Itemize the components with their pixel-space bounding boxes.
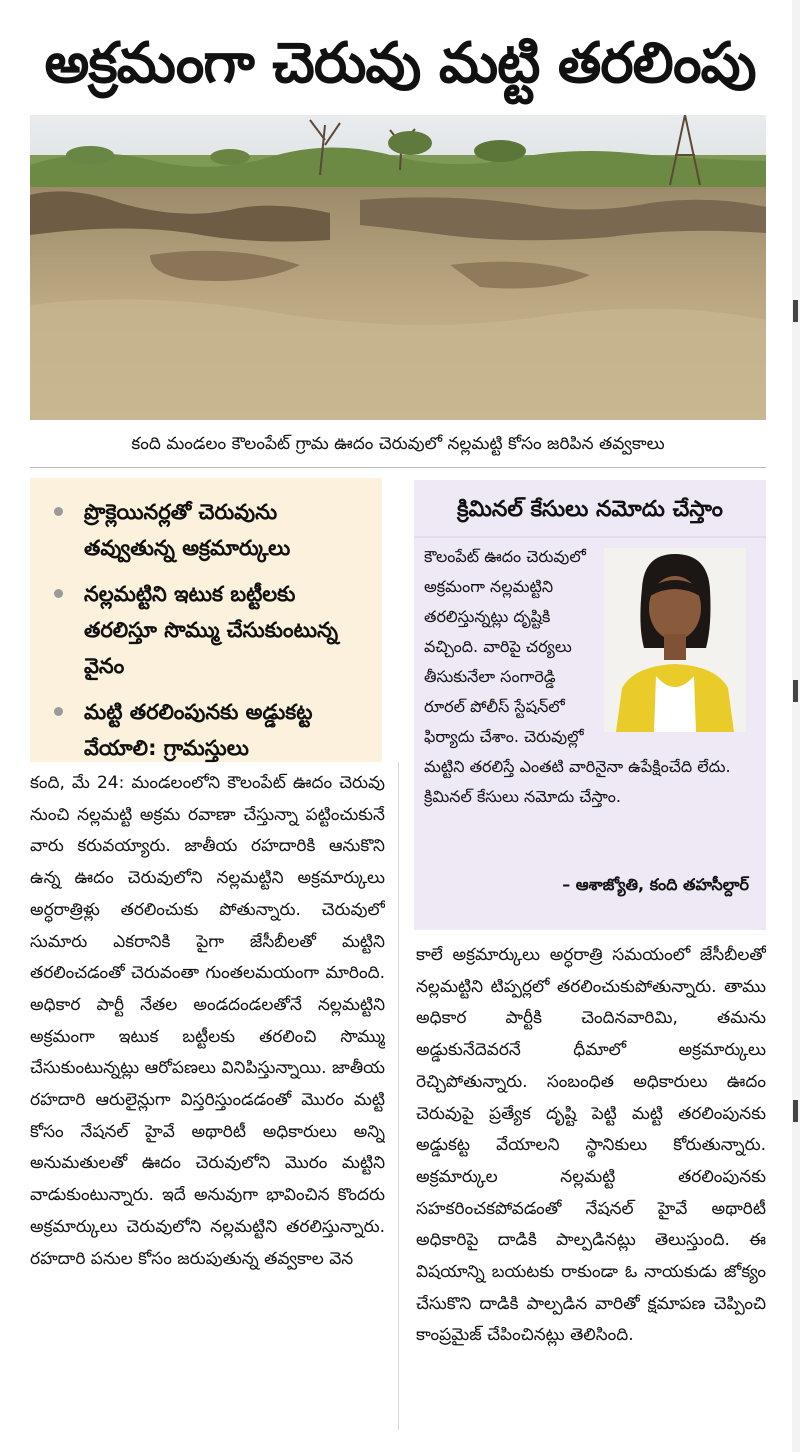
- quote-signature: – ఆశాజ్యోతి, కంది తహసీల్దార్: [562, 875, 749, 894]
- excavated-lake-bed-photo: [30, 115, 766, 420]
- official-quote-box: [414, 480, 766, 930]
- highlight-text: ప్రొక్లెయినర్లతో చెరువును తవ్వుతున్న అక్రమార్కులు: [84, 500, 291, 560]
- edge-mark: [793, 1100, 798, 1122]
- portrait-float-spacer: [601, 542, 759, 738]
- bullet-icon: [54, 507, 63, 516]
- highlight-text: మట్టి తరలింపునకు అడ్డుకట్ట వేయాలి: గ్రామస్తులు: [84, 700, 313, 760]
- caption-divider: [30, 467, 766, 468]
- column-divider: [398, 762, 399, 1430]
- edge-mark: [793, 300, 798, 322]
- photo-caption: కంది మండలం కౌలంపేట్ గ్రామ ఊదం చెరువులో నల్లమట్టి కోసం జరిపిన తవ్వకాలు: [131, 434, 665, 454]
- bullet-icon: [54, 707, 63, 716]
- highlight-text: నల్లమట్టిని ఇటుక బట్టీలకు తరలిస్తూ సొమ్ము చేసుకుంటున్న వైనం: [84, 582, 339, 678]
- quote-title: క్రిమినల్ కేసులు నమోదు చేస్తాం: [457, 497, 723, 522]
- highlight-item: [48, 694, 368, 766]
- quote-text: కౌలంపేట్ ఊదం చెరువులో అక్రమంగా నల్లమట్టిని తరలిస్తున్నట్లు దృష్టికి వచ్చింది. వారిపై చర్యలు తీసుకునేలా సంగారెడ్డి రూరల్ పోలీస్ స్టేషన్‌లో ఫిర్యాదు చేశాం. చెరువుల్లో మట్టిని తరలిస్తే ఎంతటి వారినైనా ఉపేక్షించేది లేదు. క్రిమినల్ కేసులు నమోదు చేస్తాం.: [424, 542, 759, 812]
- article-body-left-column: కంది, మే 24: మండలంలోని కౌలంపేట్ ఊదం చెరువు నుంచి నల్లమట్టి అక్రమ రవాణా చేస్తున్నా పట్టించుకునే వారు కరువయ్యారు. జాతీయ రహదారికి ఆనుకొని ఉన్న ఊదం చెరువులోని నల్లమట్టిని అక్రమార్కులు అర్ధరాత్రిళ్లు తరలించుకు పోతున్నారు. చెరువులో సుమారు ఎకరానికి పైగా జేసీబీలతో మట్టిని తరలించడంతో చెరువంతా గుంతలమయంగా మారింది. అధికార పార్టీ నేతల అండదండలతోనే నల్లమట్టిని అక్రమంగా ఇటుక బట్టీలకు తరలించి సొమ్ము చేసుకుంటున్నట్లు ఆరోపణలు వినిపిస్తున్నాయి. జాతీయ రహదారి ఆరులైన్లుగా విస్తరిస్తుండడంతో మొరం మట్టి కోసం నేషనల్ హైవే అథారిటీ అధికారులు అన్ని అనుమతులతో ఊదం చెరువులోని మొరం మట్టిని వాడుకుంటున్నారు. ఇదే అనువుగా భావించిన కొందరు అక్రమార్కులు చెరువులోని నల్లమట్టిని తరలిస్తున్నారు. రహదారి పనుల కోసం జరుపుతున్న తవ్వకాల వెన: [30, 773, 385, 1269]
- edge-mark: [793, 680, 798, 702]
- page-edge: [792, 0, 800, 1452]
- headline: అక్రమంగా చెరువు మట్టి తరలింపు: [44, 31, 756, 96]
- quote-title-divider: [414, 536, 766, 538]
- highlight-item: [48, 494, 368, 566]
- bullet-icon: [54, 589, 63, 598]
- highlight-item: [48, 576, 368, 684]
- highlights-box: [30, 478, 382, 762]
- article-body-right-column: కాలే అక్రమార్కులు అర్ధరాత్రి సమయంలో జేసీబీలతో నల్లమట్టిని టిప్పర్లలో తరలించుకుపోతున్నారు. తాము అధికార పార్టీకి చెందినవారిమి, తమను అడ్డుకునేదెవరనే ధీమాలో అక్రమార్కులు రెచ్చిపోతున్నారు. సంబంధిత అధికారులు ఊదం చెరువుపై ప్రత్యేక దృష్టి పెట్టి మట్టి తరలింపునకు అడ్డుకట్ట వేయాలని స్థానికులు కోరుతున్నారు. అక్రమార్కుల నల్లమట్టి తరలింపునకు సహకరించకపోవడంతో నేషనల్ హైవే అథారిటీ అధికారిపై దాడికి పాల్పడినట్లు తెలుస్తుంది. ఈ విషయాన్ని బయటకు రాకుండా ఓ నాయకుడు జోక్యం చేసుకొని దాడికి పాల్పడిన వారితో క్షమాపణ చెప్పించి కాంప్రమైజ్ చేపించినట్లు తెలిసింది.: [416, 945, 766, 1346]
